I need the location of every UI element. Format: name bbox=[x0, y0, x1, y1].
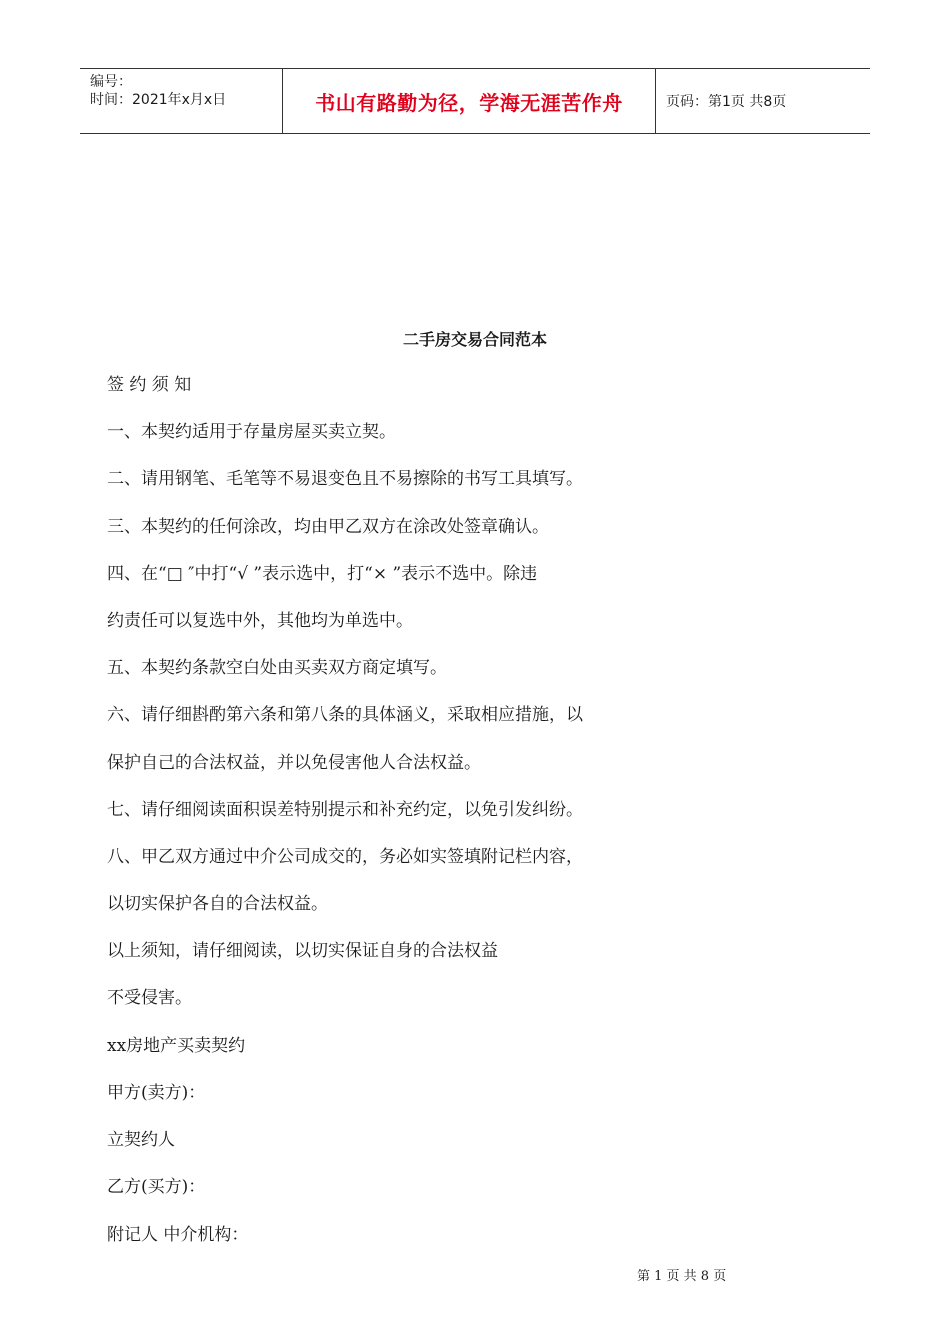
party-b-line: 乙方(买方)： bbox=[107, 1177, 206, 1197]
page-header bbox=[80, 68, 870, 134]
time-label: 时间：2021年x月x日 bbox=[90, 92, 227, 108]
agency-line: 附记人 中介机构： bbox=[107, 1225, 249, 1245]
number-label: 编号： bbox=[90, 74, 132, 90]
header-meta bbox=[80, 69, 282, 133]
body-line: 八、甲乙双方通过中介公司成交的，务必如实签填附记栏内容， bbox=[107, 847, 583, 867]
body-line: 七、请仔细阅读面积误差特别提示和补充约定，以免引发纠纷。 bbox=[107, 800, 583, 820]
body-line: 四、在“□ ″中打“√ ”表示选中，打“× ”表示不选中。除违 bbox=[107, 564, 538, 584]
document-title: 二手房交易合同范本 bbox=[402, 330, 547, 349]
body-line: 二、请用钢笔、毛笔等不易退变色且不易擦除的书写工具填写。 bbox=[107, 469, 583, 489]
body-line: 三、本契约的任何涂改，均由甲乙双方在涂改处签章确认。 bbox=[107, 517, 549, 537]
page-footer: 第 1 页 共 8 页 bbox=[637, 1269, 727, 1284]
body-line: 以切实保护各自的合法权益。 bbox=[107, 894, 328, 914]
body-line: 六、请仔细斟酌第六条和第八条的具体涵义，采取相应措施，以 bbox=[107, 705, 583, 725]
body-line: 五、本契约条款空白处由买卖双方商定填写。 bbox=[107, 658, 447, 678]
party-a-line: 甲方(卖方)： bbox=[107, 1083, 206, 1103]
contract-heading: xx房地产买卖契约 bbox=[107, 1036, 246, 1056]
signing-notice-heading: 签 约 须 知 bbox=[107, 375, 192, 395]
body-line: 保护自己的合法权益，并以免侵害他人合法权益。 bbox=[107, 753, 481, 773]
body-line: 以上须知，请仔细阅读，以切实保证自身的合法权益 bbox=[107, 941, 498, 961]
body-line: 一、本契约适用于存量房屋买卖立契。 bbox=[107, 422, 396, 442]
body-line: 不受侵害。 bbox=[107, 988, 192, 1008]
body-line: 约责任可以复选中外，其他均为单选中。 bbox=[107, 611, 413, 631]
contractor-line: 立契约人 bbox=[107, 1130, 175, 1150]
header-page-info: 页码：第1页 共8页 bbox=[666, 94, 787, 110]
header-motto: 书山有路勤为径，学海无涯苦作舟 bbox=[282, 69, 656, 133]
